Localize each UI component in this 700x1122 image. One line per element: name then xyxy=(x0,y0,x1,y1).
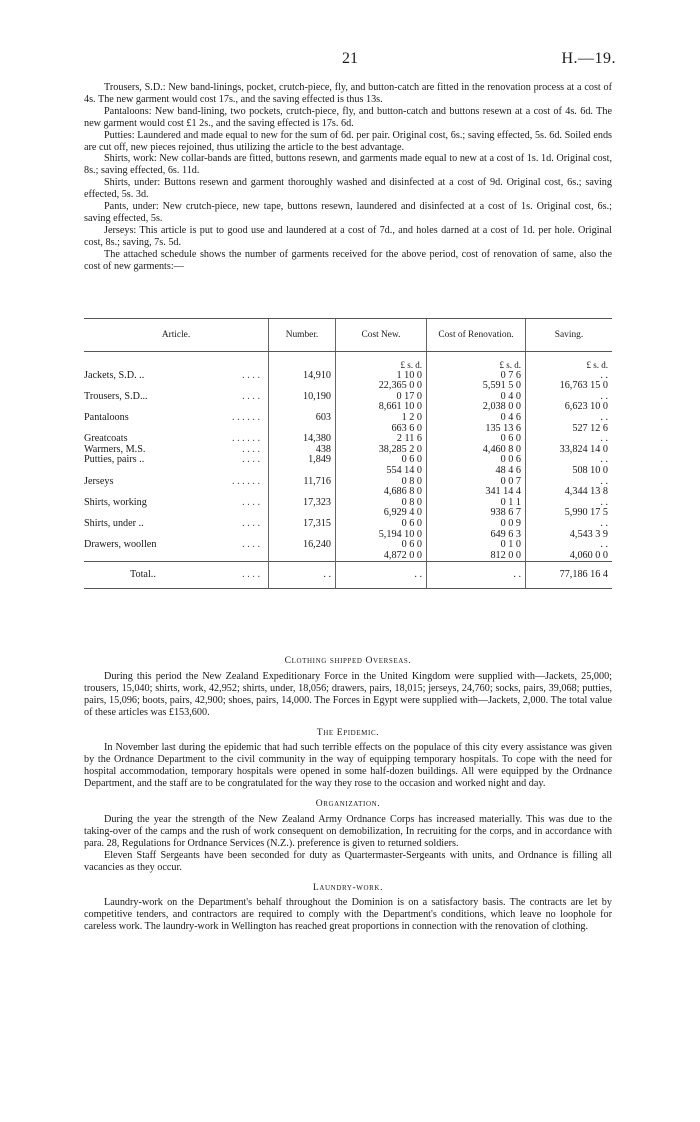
page-header xyxy=(84,50,616,70)
cell-number xyxy=(269,551,336,562)
total-number: . . xyxy=(269,562,336,589)
cell-saving: 4,543 3 9 xyxy=(526,530,613,541)
total-article xyxy=(84,562,269,589)
renovation-table xyxy=(84,318,612,589)
leader-dots: . . . . xyxy=(242,443,260,455)
cell-saving: 6,623 10 0 xyxy=(526,402,613,413)
article-name: Jackets, S.D. .. xyxy=(84,369,145,381)
table-row xyxy=(84,519,612,530)
header-saving: Saving. xyxy=(526,319,613,352)
leader-dots: . . . . . . xyxy=(231,411,260,423)
cell-article xyxy=(84,413,269,424)
cell-cost-new: 38,285 2 0 xyxy=(336,445,427,456)
table-row xyxy=(84,402,612,413)
cell-saving: . . xyxy=(526,498,613,509)
cell-cost-new: 0 8 0 xyxy=(336,498,427,509)
table-row xyxy=(84,508,612,519)
leader-dots: . . . . . . xyxy=(231,433,260,445)
total-row xyxy=(84,562,612,589)
header-article: Article. xyxy=(84,319,269,352)
cell-cost-new: 1 10 0 xyxy=(336,371,427,382)
cell-renovation: 649 6 3 xyxy=(427,530,526,541)
renovation-schedule xyxy=(84,318,612,589)
section-heading: Organization. xyxy=(315,798,381,810)
cell-article xyxy=(84,371,269,382)
section-paragraph: During the year the strength of the New Zealand Army Ordnance Corps has increased materially. This was due to the taking-over of the camps and the rush of work consequent on demobilization, In recruiting for the corps, and in accordance with para. 28, Regulations for Ordnance Services (N.Z.). preference is given to returned soldiers. xyxy=(84,813,612,849)
table-row xyxy=(84,466,612,477)
section-heading: Laundry-work. xyxy=(312,881,384,893)
table-row xyxy=(84,551,612,562)
article-name: Jerseys xyxy=(84,475,114,487)
cell-renovation: 48 4 6 xyxy=(427,466,526,477)
paragraph-putties: Putties: Laundered and made equal to new for the sum of 6d. per pair. Original cost, 6s.; saving effected, 5s. 6d. Soiled ends are cut off, new pieces rejoined, thus utilizing the article to the best advantage. xyxy=(84,129,612,153)
cell-cost-new: 0 6 0 xyxy=(336,455,427,466)
cell-saving: 527 12 6 xyxy=(526,424,613,435)
cell-saving: 16,763 15 0 xyxy=(526,381,613,392)
table-body xyxy=(84,352,612,589)
cell-cost-new: 0 8 0 xyxy=(336,477,427,488)
leader-dots: . . . . xyxy=(242,390,260,402)
table-row xyxy=(84,424,612,435)
article-name: Shirts, under .. xyxy=(84,517,144,529)
table-row xyxy=(84,434,612,445)
total-cost-new: . . xyxy=(336,562,427,589)
leader-dots: . . . . xyxy=(242,568,260,580)
cell-cost-new: 0 6 0 xyxy=(336,540,427,551)
cell-cost-new: 22,365 0 0 xyxy=(336,381,427,392)
cell-number: 438 xyxy=(269,445,336,456)
article-name: Shirts, working xyxy=(84,496,147,508)
section-paragraph: Laundry-work on the Department's behalf throughout the Dominion is on a satisfactory basis. The contracts are let by competitive tenders, and contractors are required to comply with the Department's conditions, which leave no loophole for careless work. The laundry-work in Wellington has reached great proportions in connection with the renovation of clothing. xyxy=(84,897,612,933)
cell-saving: . . xyxy=(526,540,613,551)
cell-article xyxy=(84,498,269,509)
cell-saving: . . xyxy=(526,434,613,445)
cell-cost-new: 5,194 10 0 xyxy=(336,530,427,541)
cell-cost-new: 8,661 10 0 xyxy=(336,402,427,413)
section-laundry-work xyxy=(84,882,612,934)
cell-article xyxy=(84,519,269,530)
paragraph-shirts-work: Shirts, work: New collar-bands are fitted, buttons resewn, and garments made equal to new at a cost of 1s. 1d. Original cost, 8s.; saving effected, 6s. 11d. xyxy=(84,153,612,177)
section-paragraph: Eleven Staff Sergeants have been seconded for duty as Quartermaster-Sergeants with units, and Ordnance is filling all vacancies as they occur. xyxy=(84,849,612,873)
cell-number: 10,190 xyxy=(269,392,336,403)
cell-renovation: 0 0 9 xyxy=(427,519,526,530)
paragraph-pants-under: Pants, under: New crutch-piece, new tape, buttons resewn, laundered and disinfected at a cost of 1s. Original cost, 6s.; saving effected, 5s. xyxy=(84,201,612,224)
cell-number: 1,849 xyxy=(269,455,336,466)
cell-number: 17,323 xyxy=(269,498,336,509)
cell-number: 14,910 xyxy=(269,371,336,382)
article-name: Trousers, S.D... xyxy=(84,390,148,402)
table-row xyxy=(84,477,612,488)
cell-saving: . . xyxy=(526,371,613,382)
cell-cost-new: 4,686 8 0 xyxy=(336,487,427,498)
cell-number xyxy=(269,466,336,477)
cell-saving: . . xyxy=(526,519,613,530)
cell-renovation: 5,591 5 0 xyxy=(427,381,526,392)
cell-renovation: 4,460 8 0 xyxy=(427,445,526,456)
cell-renovation: 0 0 7 xyxy=(427,477,526,488)
leader-dots: . . . . xyxy=(242,496,260,508)
leader-dots: . . . . xyxy=(242,539,260,551)
article-name: Warmers, M.S. xyxy=(84,443,146,455)
cell-article xyxy=(84,551,269,562)
cell-renovation: 0 1 1 xyxy=(427,498,526,509)
section-clothing-shipped xyxy=(84,655,612,719)
cell-renovation: 812 0 0 xyxy=(427,551,526,562)
cell-saving: 5,990 17 5 xyxy=(526,508,613,519)
cell-renovation: 0 6 0 xyxy=(427,434,526,445)
cell-saving: . . xyxy=(526,392,613,403)
cell-saving: . . xyxy=(526,455,613,466)
paragraph-shirts-under: Shirts, under: Buttons resewn and garment thoroughly washed and disinfected at a cost of 9d. Original cost, 6s.; saving effected, 5s. 3d. xyxy=(84,177,612,201)
cell-cost-new: 2 11 6 xyxy=(336,434,427,445)
section-epidemic xyxy=(84,727,612,791)
section-heading: Clothing shipped Overseas. xyxy=(284,655,412,666)
table-row xyxy=(84,498,612,509)
paragraph-pantaloons: Pantaloons: New band-lining, two pockets, crutch-piece, fly, and button-catch and buttons resewn at a cost of 4s. 6d. The new garment would cost £1 2s., and the saving effected is 17s. 6d. xyxy=(84,105,612,129)
article-name: Putties, pairs .. xyxy=(84,454,145,466)
cell-saving: 4,344 13 8 xyxy=(526,487,613,498)
cell-renovation: 0 7 6 xyxy=(427,371,526,382)
intro-text xyxy=(84,82,612,273)
table-row xyxy=(84,455,612,466)
header-cost-new: Cost New. xyxy=(336,319,427,352)
cell-article xyxy=(84,540,269,551)
cell-number: 603 xyxy=(269,413,336,424)
leader-dots: . . . . xyxy=(242,517,260,529)
cell-cost-new: 1 2 0 xyxy=(336,413,427,424)
article-name: Drawers, woollen xyxy=(84,539,157,551)
total-renovation: . . xyxy=(427,562,526,589)
table-row xyxy=(84,540,612,551)
page-number: 21 xyxy=(342,50,358,67)
table-row xyxy=(84,371,612,382)
table-row xyxy=(84,445,612,456)
paragraph-jerseys: Jerseys: This article is put to good use and laundered at a cost of 7d., and holes darned at a cost of 1d. per hole. Original cost, 8s.; saving, 7s. 5d. xyxy=(84,224,612,248)
cell-number: 17,315 xyxy=(269,519,336,530)
units-saving: £ s. d. xyxy=(526,352,613,371)
cell-cost-new: 4,872 0 0 xyxy=(336,551,427,562)
header-renovation: Cost of Renovation. xyxy=(427,319,526,352)
section-heading: The Epidemic. xyxy=(316,726,380,738)
section-paragraph: In November last during the epidemic that had such terrible effects on the populace of this city every assistance was given by the Ordnance Department to the civil community in the way of equipping temporary hospitals. To cope with the need for hospital accommodation, temporary hospitals were opened in some half-dozen buildings. All were equipped by the Ordnance Department, and the staff are to be congratulated for the way they rose to the occasion and worked night and day. xyxy=(84,742,612,790)
header-number: Number. xyxy=(269,319,336,352)
paragraph-schedule-intro: The attached schedule shows the number of garments received for the above period, cost of renovation of same, also the cost of new garments:— xyxy=(84,248,612,272)
cell-saving: . . xyxy=(526,477,613,488)
cell-article xyxy=(84,455,269,466)
cell-saving: . . xyxy=(526,413,613,424)
cell-renovation: 0 4 6 xyxy=(427,413,526,424)
cell-article xyxy=(84,392,269,403)
cell-renovation: 0 1 0 xyxy=(427,540,526,551)
units-row xyxy=(84,352,612,371)
cell-cost-new: 0 17 0 xyxy=(336,392,427,403)
units-cost-new: £ s. d. xyxy=(336,352,427,371)
table-row xyxy=(84,487,612,498)
units-renovation: £ s. d. xyxy=(427,352,526,371)
total-label: Total.. xyxy=(130,568,156,580)
leader-dots: . . . . xyxy=(242,454,260,466)
article-name: Greatcoats xyxy=(84,433,128,445)
cell-number: 11,716 xyxy=(269,477,336,488)
cell-saving: 4,060 0 0 xyxy=(526,551,613,562)
section-paragraph: During this period the New Zealand Expeditionary Force in the United Kingdom were supplied with—Jackets, 25,000; trousers, 15,040; shirts, work, 42,952; shirts, under, 18,056; drawers, pairs, 18,015; jerseys, 24,760; socks, pairs, 39,068; putties, pairs, 15,096; boots, pairs, 42,900; shoes, pairs, 14,000. The Forces in Egypt were supplied with—Jackets, 2,000. The total value of these articles was £153,600. xyxy=(84,670,612,718)
cell-renovation: 341 14 4 xyxy=(427,487,526,498)
cell-number: 14,380 xyxy=(269,434,336,445)
cell-article xyxy=(84,477,269,488)
cell-cost-new: 6,929 4 0 xyxy=(336,508,427,519)
table-row xyxy=(84,381,612,392)
cell-renovation: 0 4 0 xyxy=(427,392,526,403)
section-organization xyxy=(84,798,612,873)
table-row xyxy=(84,530,612,541)
cell-renovation: 0 0 6 xyxy=(427,455,526,466)
document-code: H.—19. xyxy=(561,50,616,67)
cell-number: 16,240 xyxy=(269,540,336,551)
table-row xyxy=(84,392,612,403)
cell-renovation: 135 13 6 xyxy=(427,424,526,435)
table-header-row xyxy=(84,319,612,352)
cell-cost-new: 663 6 0 xyxy=(336,424,427,435)
sections xyxy=(84,655,612,933)
cell-renovation: 2,038 0 0 xyxy=(427,402,526,413)
cell-cost-new: 0 6 0 xyxy=(336,519,427,530)
cell-saving: 33,824 14 0 xyxy=(526,445,613,456)
cell-renovation: 938 6 7 xyxy=(427,508,526,519)
cell-saving: 508 10 0 xyxy=(526,466,613,477)
paragraph-trousers: Trousers, S.D.: New band-linings, pocket, crutch-piece, fly, and button-catch are fitted in the renovation process at a cost of 4s. The new garment would cost 17s., and the saving effected is thus 13s. xyxy=(84,82,612,105)
article-name: Pantaloons xyxy=(84,411,129,423)
cell-cost-new: 554 14 0 xyxy=(336,466,427,477)
leader-dots: . . . . xyxy=(242,369,260,381)
total-saving: 77,186 16 4 xyxy=(526,562,613,589)
table-row xyxy=(84,413,612,424)
leader-dots: . . . . . . xyxy=(231,475,260,487)
